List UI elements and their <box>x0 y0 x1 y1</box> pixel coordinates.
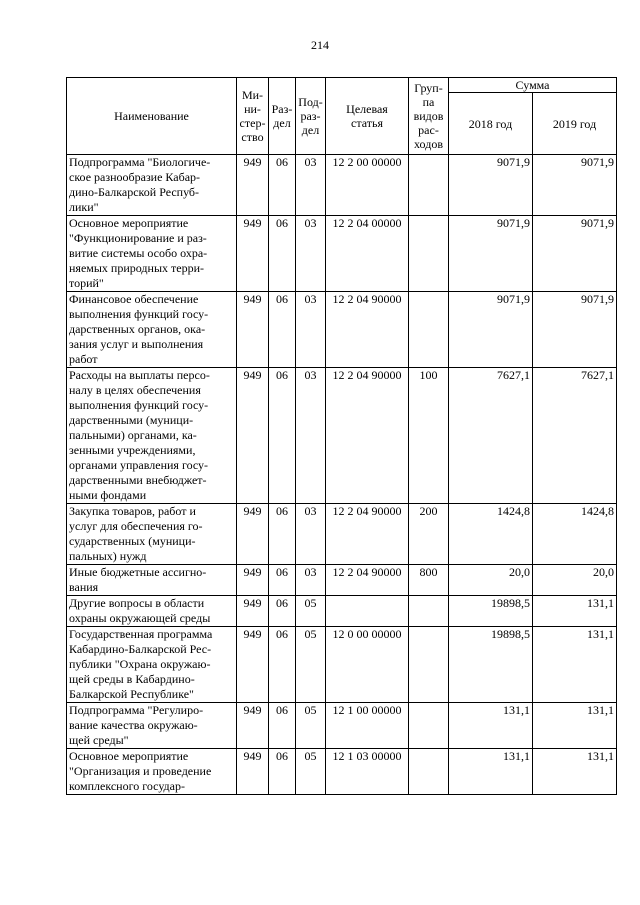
row-sum-2018: 19898,5 <box>449 627 533 703</box>
row-sum-2019: 131,1 <box>533 596 617 627</box>
row-sum-2019: 131,1 <box>533 627 617 703</box>
table-row <box>67 703 617 749</box>
row-expense-group: 800 <box>409 565 449 596</box>
table-row <box>67 565 617 596</box>
row-name: Подпрограмма "Биологиче- ское разнообразие Кабар- дино-Балкарской Респуб- лики" <box>67 155 237 216</box>
row-expense-group <box>409 216 449 292</box>
row-subsection: 03 <box>296 292 326 368</box>
row-ministry: 949 <box>237 155 269 216</box>
row-subsection: 05 <box>296 627 326 703</box>
row-ministry: 949 <box>237 216 269 292</box>
row-target: 12 2 04 90000 <box>326 368 409 504</box>
row-expense-group <box>409 749 449 795</box>
row-expense-group: 100 <box>409 368 449 504</box>
row-name: Подпрограмма "Регулиро- вание качества окружаю- щей среды" <box>67 703 237 749</box>
row-ministry: 949 <box>237 596 269 627</box>
row-name: Финансовое обеспечение выполнения функций госу- дарственных органов, ока- зания услуг и выполнения работ <box>67 292 237 368</box>
row-subsection: 03 <box>296 155 326 216</box>
table-row <box>67 216 617 292</box>
row-subsection: 03 <box>296 368 326 504</box>
table-row <box>67 292 617 368</box>
row-ministry: 949 <box>237 292 269 368</box>
row-target: 12 2 04 90000 <box>326 565 409 596</box>
row-sum-2018: 9071,9 <box>449 216 533 292</box>
row-sum-2019: 9071,9 <box>533 292 617 368</box>
header-name: Наименование <box>67 78 237 155</box>
header-target: Целевая статья <box>326 78 409 155</box>
row-sum-2019: 9071,9 <box>533 216 617 292</box>
budget-table <box>66 77 617 795</box>
row-section: 06 <box>269 504 296 565</box>
row-ministry: 949 <box>237 627 269 703</box>
row-sum-2018: 1424,8 <box>449 504 533 565</box>
row-section: 06 <box>269 155 296 216</box>
table-row <box>67 596 617 627</box>
header-section: Раз- дел <box>269 78 296 155</box>
row-name: Иные бюджетные ассигно- вания <box>67 565 237 596</box>
row-sum-2018: 131,1 <box>449 749 533 795</box>
row-target: 12 0 00 00000 <box>326 627 409 703</box>
row-section: 06 <box>269 565 296 596</box>
row-target: 12 1 03 00000 <box>326 749 409 795</box>
row-target: 12 2 00 00000 <box>326 155 409 216</box>
table-body <box>67 155 617 795</box>
header-subsection: Под- раз- дел <box>296 78 326 155</box>
row-ministry: 949 <box>237 368 269 504</box>
header-sum: Сумма <box>449 78 617 93</box>
row-name: Расходы на выплаты персо- налу в целях обеспечения выполнения функций госу- дарственными (муници- пальными) органами, ка- зенными учреждениями, органами управления госу- дарственными внебюджет- ными фондами <box>67 368 237 504</box>
row-expense-group <box>409 155 449 216</box>
row-sum-2018: 9071,9 <box>449 292 533 368</box>
row-sum-2018: 7627,1 <box>449 368 533 504</box>
row-sum-2019: 20,0 <box>533 565 617 596</box>
table-row <box>67 504 617 565</box>
row-target: 12 2 04 00000 <box>326 216 409 292</box>
row-target: 12 1 00 00000 <box>326 703 409 749</box>
header-year-2018: 2018 год <box>449 93 533 155</box>
row-ministry: 949 <box>237 504 269 565</box>
page-number: 214 <box>311 38 329 52</box>
row-section: 06 <box>269 368 296 504</box>
row-target: 12 2 04 90000 <box>326 504 409 565</box>
row-sum-2019: 131,1 <box>533 703 617 749</box>
row-target: 12 2 04 90000 <box>326 292 409 368</box>
row-section: 06 <box>269 703 296 749</box>
row-expense-group <box>409 627 449 703</box>
row-ministry: 949 <box>237 703 269 749</box>
table-row <box>67 155 617 216</box>
row-target <box>326 596 409 627</box>
row-subsection: 03 <box>296 216 326 292</box>
row-section: 06 <box>269 749 296 795</box>
row-ministry: 949 <box>237 565 269 596</box>
row-expense-group <box>409 596 449 627</box>
row-sum-2019: 7627,1 <box>533 368 617 504</box>
row-sum-2018: 19898,5 <box>449 596 533 627</box>
row-expense-group: 200 <box>409 504 449 565</box>
row-sum-2018: 131,1 <box>449 703 533 749</box>
row-section: 06 <box>269 292 296 368</box>
row-name: Другие вопросы в области охраны окружающей среды <box>67 596 237 627</box>
row-section: 06 <box>269 596 296 627</box>
row-name: Основное мероприятие "Организация и проведение комплексного государ- <box>67 749 237 795</box>
row-sum-2019: 9071,9 <box>533 155 617 216</box>
row-name: Закупка товаров, работ и услуг для обеспечения го- сударственных (муници- пальных) нужд <box>67 504 237 565</box>
table-row <box>67 627 617 703</box>
row-subsection: 05 <box>296 749 326 795</box>
row-name: Государственная программа Кабардино-Балкарской Рес- публики "Охрана окружаю- щей среды в Кабардино- Балкарской Республике" <box>67 627 237 703</box>
header-ministry: Ми- ни- стер- ство <box>237 78 269 155</box>
row-sum-2018: 20,0 <box>449 565 533 596</box>
row-sum-2019: 131,1 <box>533 749 617 795</box>
row-subsection: 05 <box>296 703 326 749</box>
header-expense-group: Груп- па видов рас- ходов <box>409 78 449 155</box>
row-section: 06 <box>269 216 296 292</box>
row-expense-group <box>409 292 449 368</box>
row-sum-2018: 9071,9 <box>449 155 533 216</box>
table-header <box>67 78 617 155</box>
row-sum-2019: 1424,8 <box>533 504 617 565</box>
row-subsection: 03 <box>296 565 326 596</box>
row-expense-group <box>409 703 449 749</box>
row-section: 06 <box>269 627 296 703</box>
row-subsection: 03 <box>296 504 326 565</box>
row-subsection: 05 <box>296 596 326 627</box>
row-ministry: 949 <box>237 749 269 795</box>
table-row <box>67 749 617 795</box>
table-row <box>67 368 617 504</box>
row-name: Основное мероприятие "Функционирование и раз- витие системы особо охра- няемых природных терри- торий" <box>67 216 237 292</box>
header-year-2019: 2019 год <box>533 93 617 155</box>
